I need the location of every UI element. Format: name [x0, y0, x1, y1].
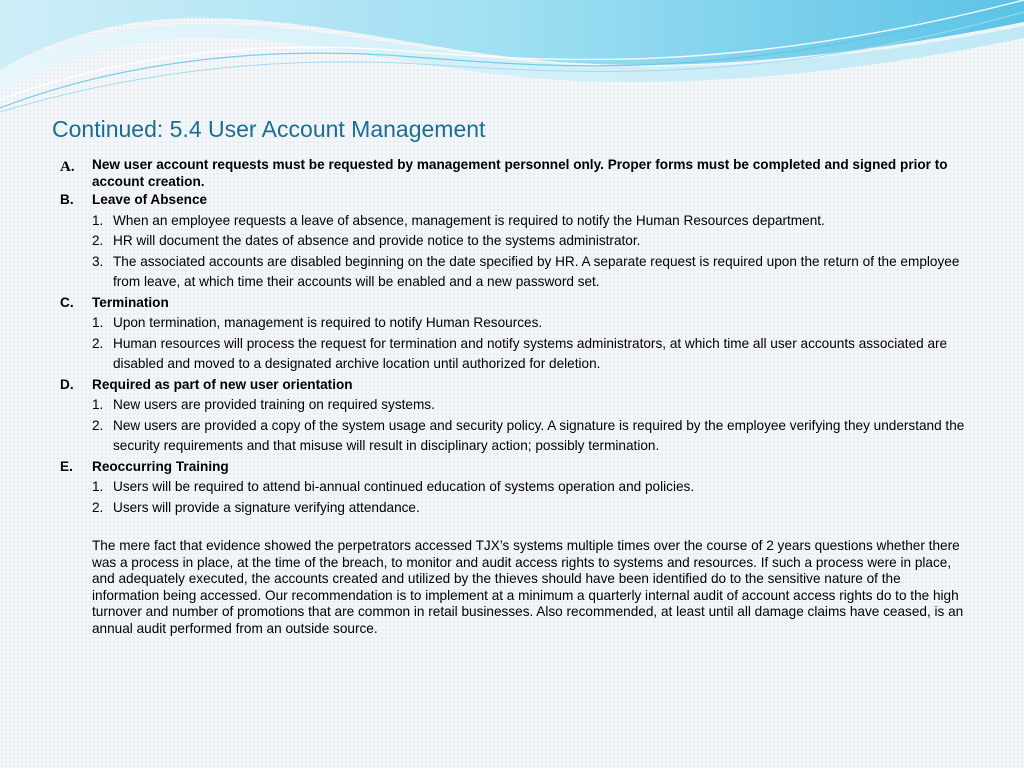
item-number: 1.	[92, 479, 104, 494]
section-letter: C.	[60, 294, 74, 310]
header-wave-decoration	[0, 0, 1024, 120]
item-text: New users are provided training on required systems.	[113, 397, 435, 412]
item-text: Users will provide a signature verifying attendance.	[113, 499, 420, 515]
list-item	[60, 334, 965, 375]
item-text: Human resources will process the request for termination and notify systems administrators, at which time all user accounts associated are disabled and moved to a designated archive location until authorized for deletion.	[113, 335, 948, 371]
item-number: 1.	[92, 212, 104, 228]
item-text: New users are provided a copy of the system usage and security policy. A signature is required by the employee verifying they understand the security requirements and that misuse will result in disciplinary action; possibly termination.	[113, 417, 965, 453]
section-heading: Reoccurring Training	[92, 458, 229, 474]
item-number: 2.	[92, 499, 104, 515]
list-item	[60, 211, 965, 232]
list-item	[60, 477, 965, 498]
section-c	[60, 293, 965, 314]
list-item	[60, 313, 965, 334]
list-item	[60, 231, 965, 252]
list-item	[60, 252, 965, 293]
section-letter: B.	[60, 192, 74, 207]
section-letter: A.	[60, 159, 75, 175]
slide-title: Continued: 5.4 User Account Management	[52, 116, 486, 142]
item-number: 2.	[92, 335, 104, 351]
item-number: 3.	[92, 253, 104, 269]
item-text: The associated accounts are disabled beginning on the date specified by HR. A separate request is required upon the return of the employee from leave, at which time their accounts will be enabled and a new password set.	[113, 253, 960, 289]
section-heading: Termination	[92, 294, 169, 310]
item-number: 2.	[92, 417, 104, 433]
section-heading: New user account requests must be requested by management personnel only. Proper forms must be completed and signed prior to account creation.	[92, 157, 948, 189]
item-text: Upon termination, management is required to notify Human Resources.	[113, 315, 543, 330]
item-number: 1.	[92, 397, 104, 412]
section-heading: Leave of Absence	[92, 192, 208, 207]
list-item	[60, 416, 965, 457]
item-number: 1.	[92, 315, 104, 330]
section-e	[60, 457, 965, 478]
section-d	[60, 375, 965, 396]
list-item	[60, 395, 965, 416]
item-text: Users will be required to attend bi-annual continued education of systems operation and policies.	[113, 479, 695, 494]
summary-paragraph: The mere fact that evidence showed the perpetrators accessed TJX’s systems multiple times over the course of 2 years questions whether there was a process in place, at the time of the breach, to monitor and audit access rights to systems and resources. If such a process were in place, and adequately executed, the accounts created and utilized by the thieves should have been identified do to the sensitive nature of the information being accessed. Our recommendation is to implement at a minimum a quarterly internal audit of account access rights do to the high turnover and number of promotions that are common in retail businesses. Also recommended, at least until all damage claims have ceased, is an annual audit performed from an outside source.	[92, 538, 964, 636]
section-heading: Required as part of new user orientation	[92, 376, 353, 392]
section-a	[60, 157, 965, 190]
section-letter: E.	[60, 458, 73, 474]
item-text: When an employee requests a leave of absence, management is required to notify the Human Resources department.	[113, 212, 825, 228]
item-text: HR will document the dates of absence and provide notice to the systems administrator.	[113, 233, 641, 248]
slide-body	[60, 157, 965, 637]
section-letter: D.	[60, 376, 74, 392]
item-number: 2.	[92, 233, 104, 248]
list-item	[60, 498, 965, 519]
section-b	[60, 190, 965, 211]
